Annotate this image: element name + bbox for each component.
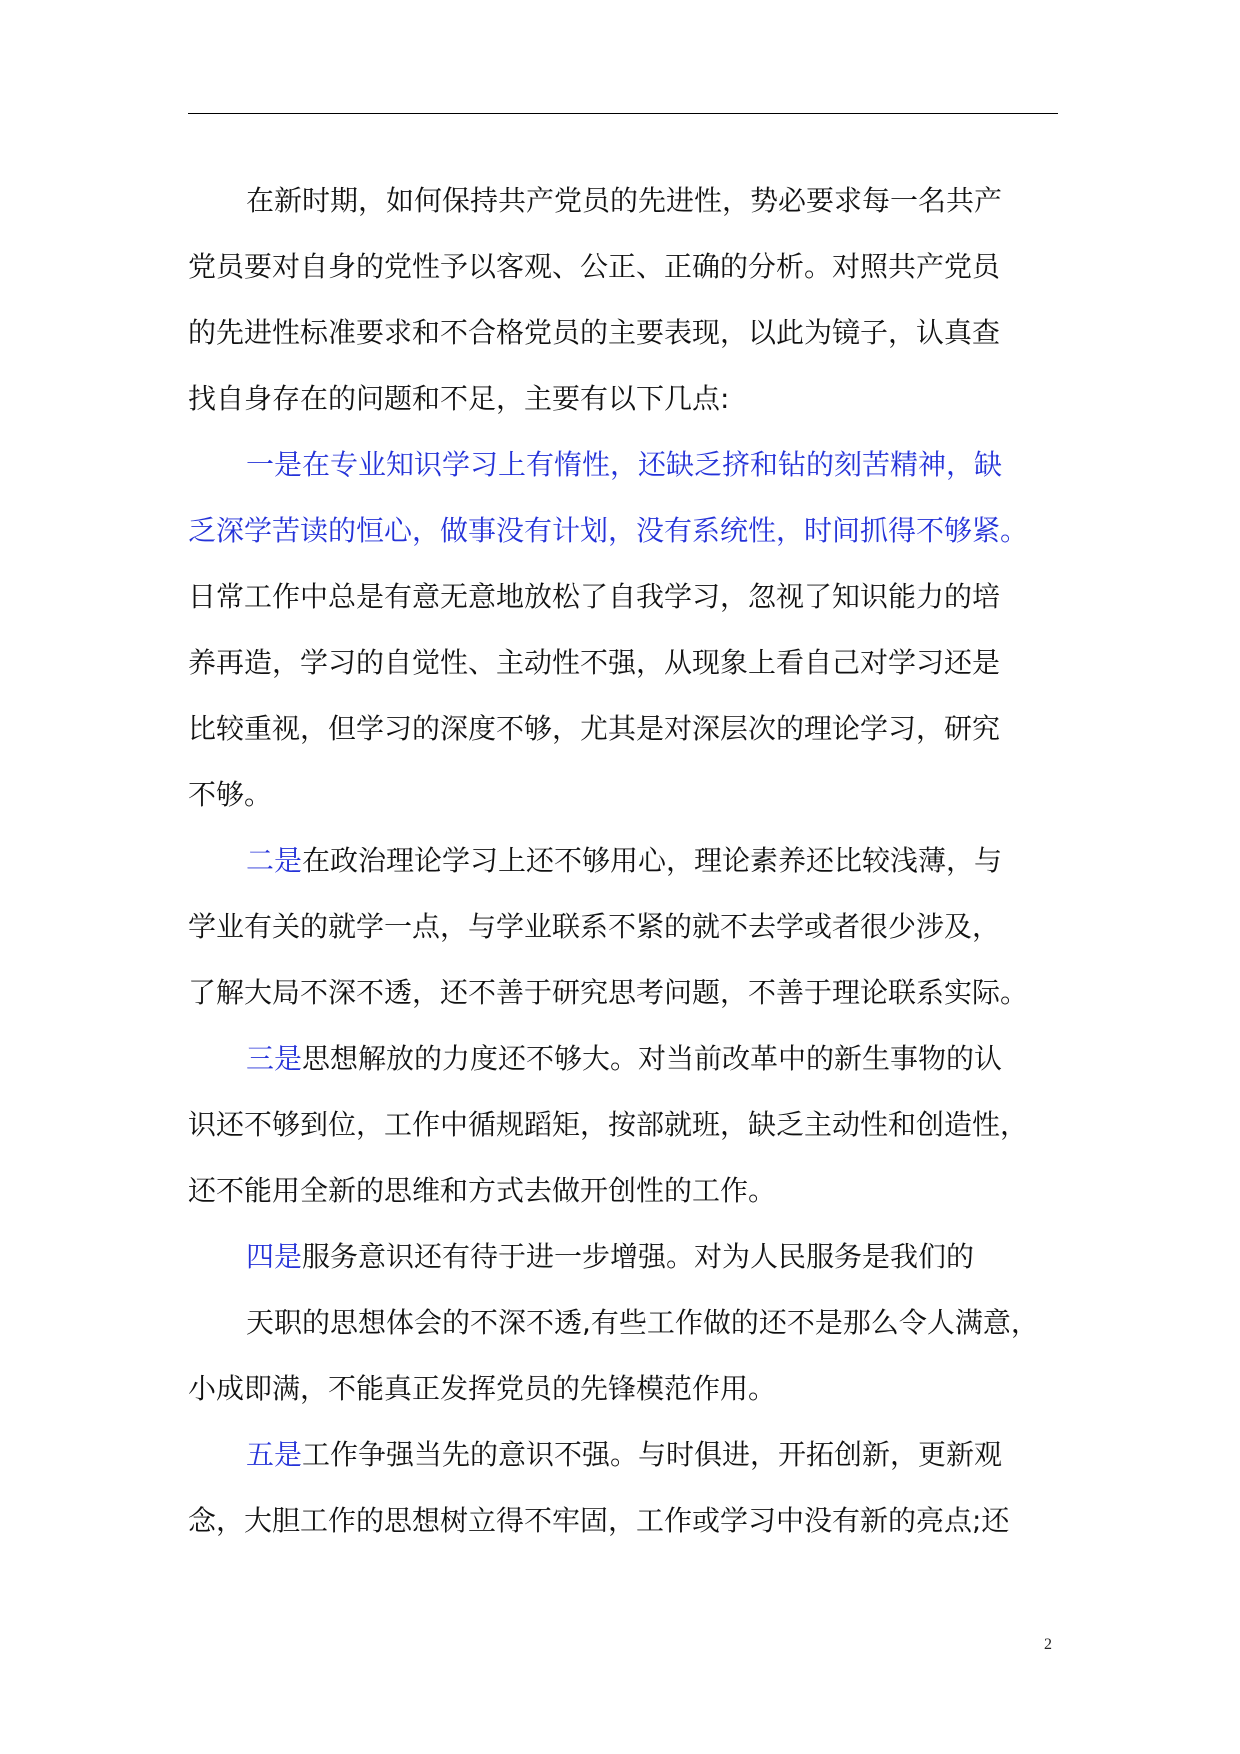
line-text: 天职的思想体会的不深不透,有些工作做的还不是那么令人满意， (246, 1306, 1039, 1339)
line-text: 念，大胆工作的思想树立得不牢固，工作或学习中没有新的亮点;还 (188, 1504, 1010, 1537)
text-line (188, 432, 1068, 498)
text-line (188, 366, 1068, 432)
line-text: 了解大局不深不透，还不善于研究思考问题，不善于理论联系实际。 (188, 976, 1029, 1009)
highlighted-text: 四是 (246, 1240, 303, 1273)
line-text: 不够。 (188, 778, 273, 811)
page-number: 2 (1044, 1636, 1052, 1653)
highlighted-text: 一是在专业知识学习上有惰性，还缺乏挤和钻的刻苦精神，缺 (246, 448, 1003, 481)
text-line (188, 1356, 1068, 1422)
text-line (188, 960, 1068, 1026)
text-line (188, 894, 1068, 960)
line-text: 还不能用全新的思维和方式去做开创性的工作。 (188, 1174, 777, 1207)
highlighted-text: 五是 (246, 1438, 303, 1471)
line-text: 在政治理论学习上还不够用心，理论素养还比较浅薄，与 (302, 844, 1003, 877)
highlighted-text: 二是 (246, 844, 303, 877)
line-text: 学业有关的就学一点，与学业联系不紧的就不去学或者很少涉及， (188, 910, 1001, 943)
line-text: 思想解放的力度还不够大。对当前改革中的新生事物的认 (302, 1042, 1003, 1075)
line-text: 比较重视，但学习的深度不够，尤其是对深层次的理论学习，研究 (188, 712, 1001, 745)
text-line (188, 762, 1068, 828)
text-line (188, 1488, 1068, 1554)
highlighted-text: 三是 (246, 1042, 303, 1075)
text-line (188, 828, 1068, 894)
line-text: 识还不够到位，工作中循规蹈矩，按部就班，缺乏主动性和创造性， (188, 1108, 1029, 1141)
document-body (188, 168, 1068, 1554)
text-line (188, 300, 1068, 366)
text-line (188, 1026, 1068, 1092)
text-line (188, 1422, 1068, 1488)
text-line (188, 234, 1068, 300)
text-line (188, 498, 1068, 564)
line-text: 养再造，学习的自觉性、主动性不强，从现象上看自己对学习还是 (188, 646, 1001, 679)
line-text: 小成即满，不能真正发挥党员的先锋模范作用。 (188, 1372, 777, 1405)
line-text: 的先进性标准要求和不合格党员的主要表现，以此为镜子，认真查 (188, 316, 1001, 349)
line-text: 日常工作中总是有意无意地放松了自我学习，忽视了知识能力的培 (188, 580, 1001, 613)
text-line (188, 1158, 1068, 1224)
line-text: 党员要对自身的党性予以客观、公正、正确的分析。对照共产党员 (188, 250, 1001, 283)
line-text: 找自身存在的问题和不足，主要有以下几点: (188, 382, 730, 415)
line-text: 在新时期，如何保持共产党员的先进性，势必要求每一名共产 (246, 184, 1003, 217)
text-line (188, 630, 1068, 696)
line-text: 服务意识还有待于进一步增强。对为人民服务是我们的 (302, 1240, 975, 1273)
text-line (188, 564, 1068, 630)
text-line (188, 1224, 1068, 1290)
text-line (188, 168, 1068, 234)
header-rule (188, 113, 1058, 114)
highlighted-text: 乏深学苦读的恒心，做事没有计划，没有系统性，时间抓得不够紧。 (188, 514, 1029, 547)
line-text: 工作争强当先的意识不强。与时俱进，开拓创新，更新观 (302, 1438, 1003, 1471)
text-line (188, 1092, 1068, 1158)
text-line (188, 696, 1068, 762)
text-line (188, 1290, 1068, 1356)
